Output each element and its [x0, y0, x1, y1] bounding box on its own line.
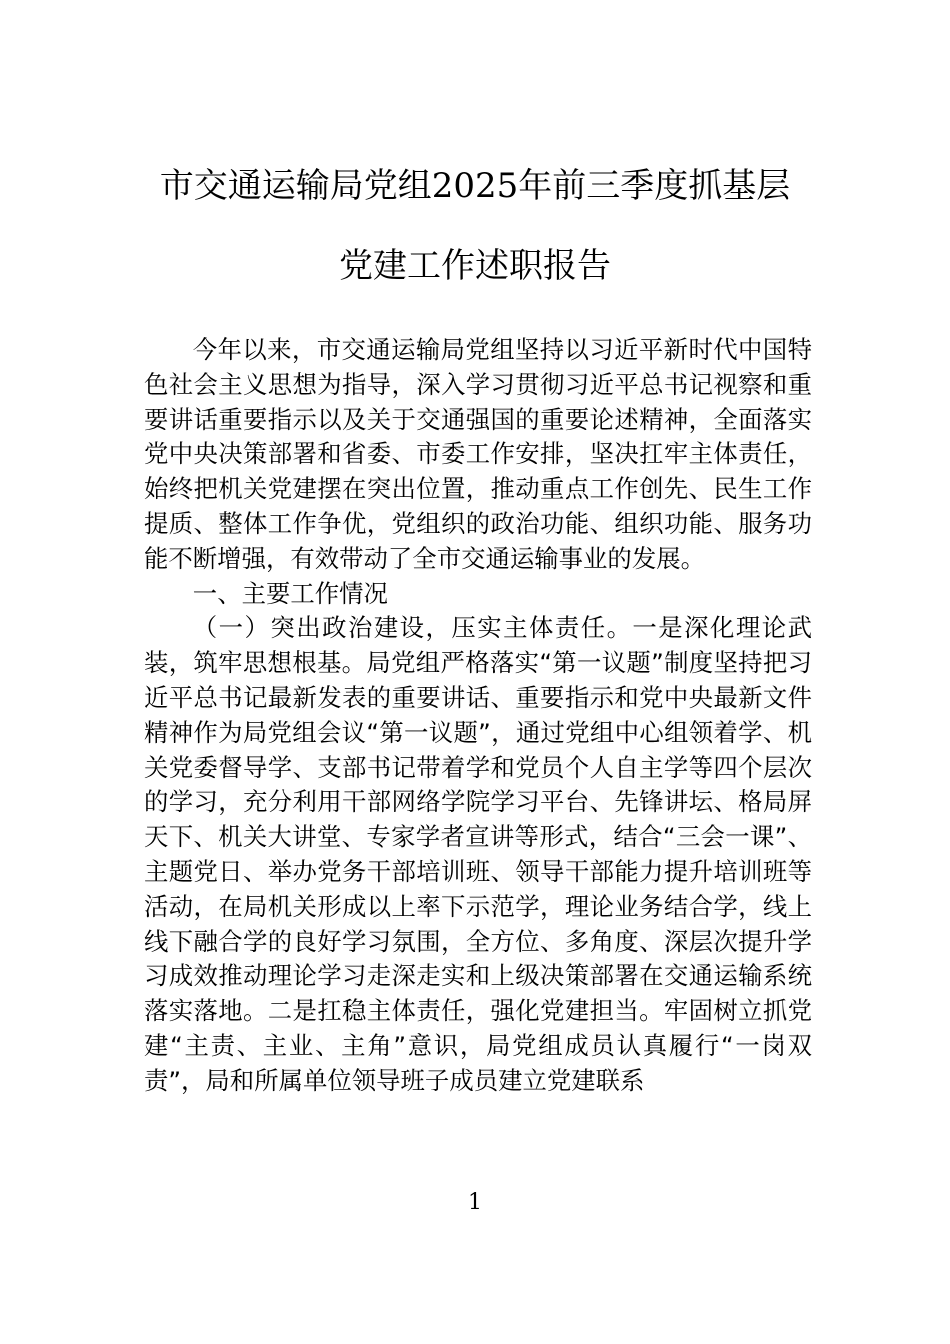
page-number: 1: [468, 1190, 482, 1215]
paragraph-section-1: （一）突出政治建设，压实主体责任。一是深化理论武装，筑牢思想根基。局党组严格落实“第一议题”制度坚持把习近平总书记最新发表的重要讲话、重要指示和党中央最新文件精神作为局党组会议“第一议题”，通过党组中心组领着学、机关党委督导学、支部书记带着学和党员个人自主学等四个层次的学习，充分利用干部网络学院学习平台、先锋讲坛、格局屏天下、机关大讲堂、专家学者宣讲等形式，结合“三会一课”、主题党日、举办党务干部培训班、领导干部能力提升培训班等活动，在局机关形成以上率下示范学，理论业务结合学，线上线下融合学的良好学习氛围，全方位、多角度、深层次提升学习成效推动理论学习走深走实和上级决策部署在交通运输系统落实落地。二是扛稳主体责任，强化党建担当。牢固树立抓党建“主责、主业、主角”意识，局党组成员认真履行“一岗双责”，局和所属单位领导班子成员建立党建联系: [144, 613, 812, 1095]
title-line-2: 党建工作述职报告: [339, 246, 611, 286]
title-line-1: 市交通运输局党组2025年前三季度抓基层: [159, 166, 791, 206]
document-body: [144, 333, 812, 1099]
section-heading: 一、主要工作情况: [192, 578, 388, 608]
paragraph-intro: 今年以来，市交通运输局党组坚持以习近平新时代中国特色社会主义思想为指导，深入学习贯彻习近平总书记视察和重要讲话重要指示以及关于交通强国的重要论述精神，全面落实党中央决策部署和省委、市委工作安排，坚决扛牢主体责任，始终把机关党建摆在突出位置，推动重点工作创先、民生工作提质、整体工作争优，党组织的政治功能、组织功能、服务功能不断增强，有效带动了全市交通运输事业的发展。: [144, 335, 812, 573]
document-title: [0, 168, 950, 328]
